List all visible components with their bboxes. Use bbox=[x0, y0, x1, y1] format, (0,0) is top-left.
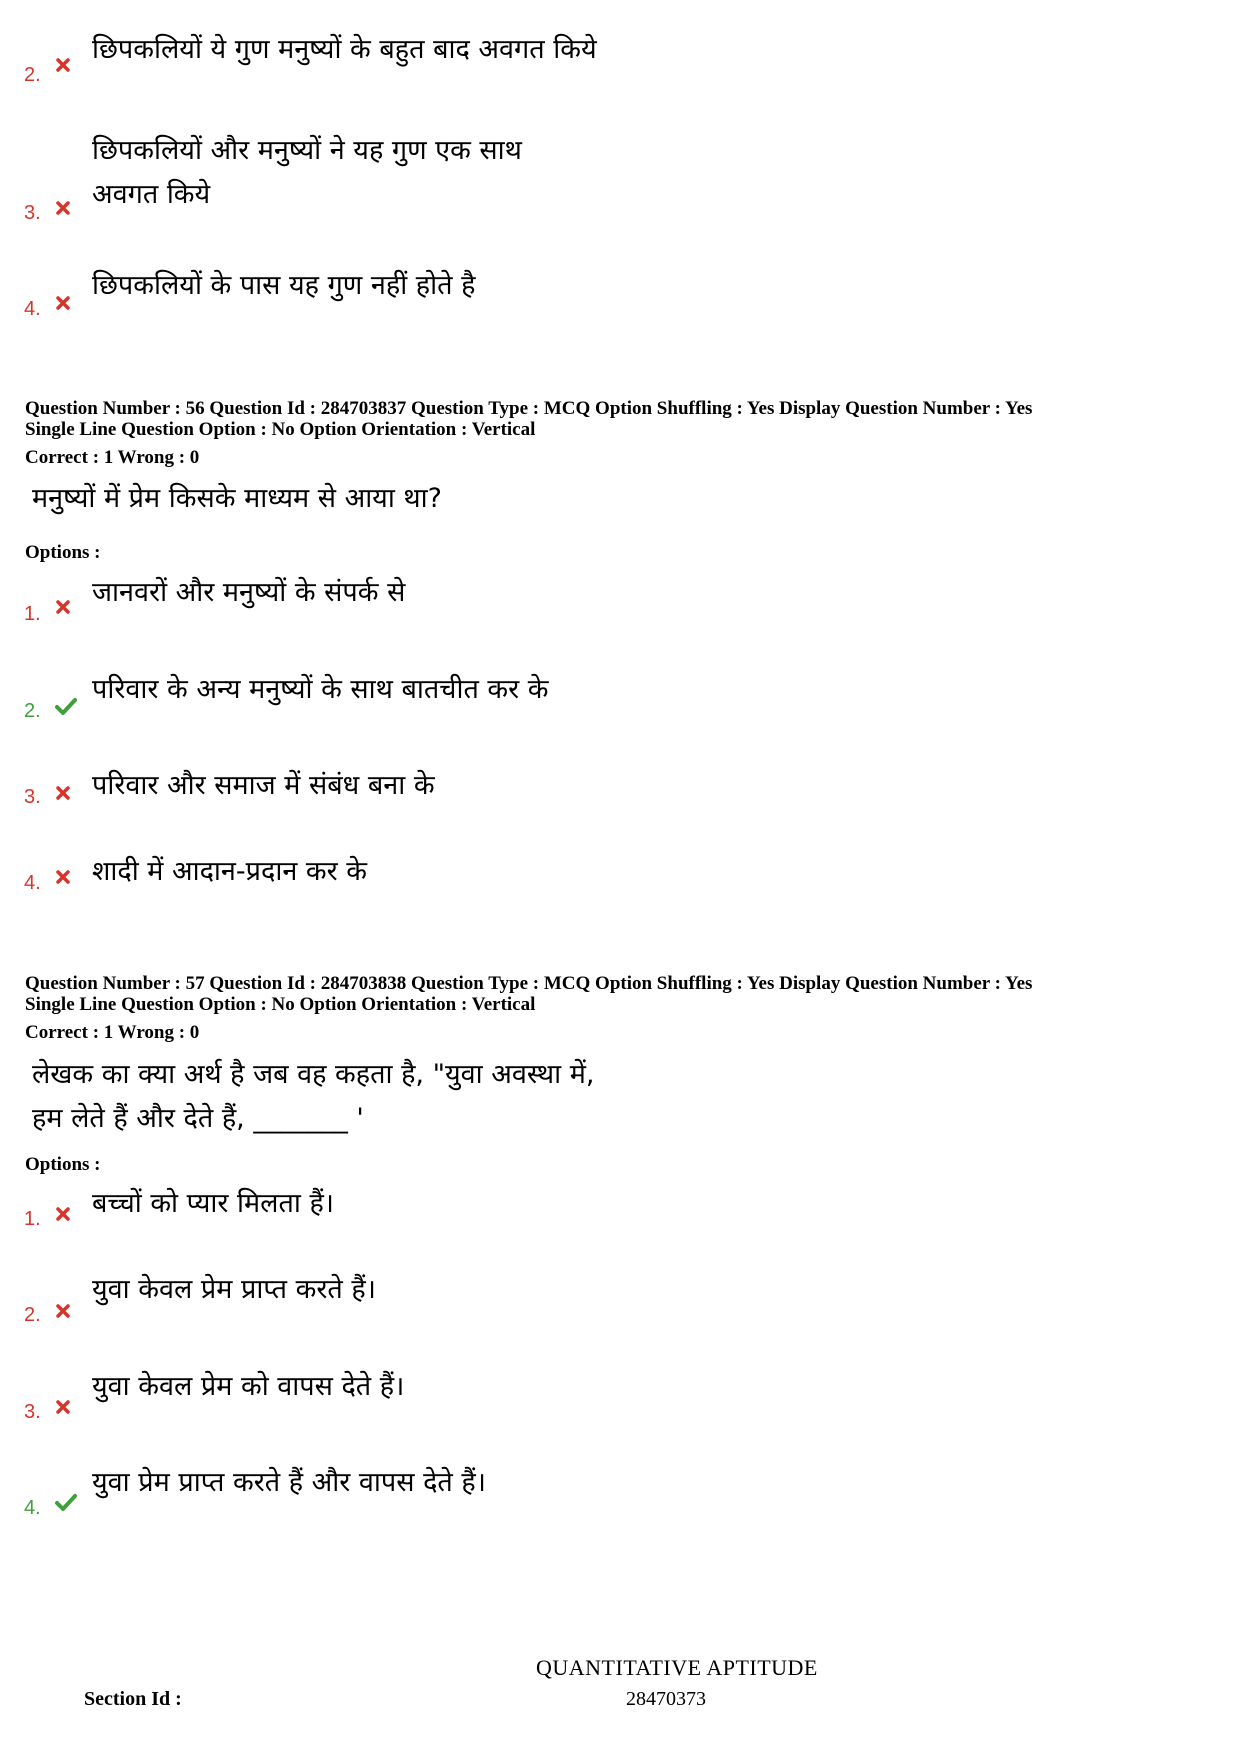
cross-icon bbox=[54, 784, 72, 802]
cross-icon bbox=[54, 1302, 72, 1320]
option-text: बच्चों को प्यार मिलता हैं। bbox=[92, 1188, 335, 1219]
cross-icon bbox=[54, 199, 72, 217]
question-meta-line: Question Number : 57 Question Id : 284703838 Question Type : MCQ Option Shuffling : Yes Display Question Number : Yes bbox=[25, 973, 1033, 994]
section-id-value: 28470373 bbox=[626, 1688, 706, 1710]
option-text: परिवार और समाज में संबंध बना के bbox=[92, 770, 435, 801]
cross-icon bbox=[54, 868, 72, 886]
cross-icon bbox=[54, 1398, 72, 1416]
option-number: 3. bbox=[24, 202, 41, 224]
question-meta-line: Single Line Question Option : No Option Orientation : Vertical bbox=[25, 419, 536, 440]
option-text: परिवार के अन्य मनुष्यों के साथ बातचीत कर के bbox=[92, 674, 549, 705]
cross-icon bbox=[54, 56, 72, 74]
option-number: 2. bbox=[24, 1304, 41, 1326]
cross-icon bbox=[54, 598, 72, 616]
option-number: 2. bbox=[24, 64, 41, 86]
option-number: 1. bbox=[24, 603, 41, 625]
cross-icon bbox=[54, 294, 72, 312]
option-text: युवा केवल प्रेम प्राप्त करते हैं। bbox=[92, 1274, 376, 1305]
check-icon bbox=[54, 1492, 78, 1512]
option-text: युवा प्रेम प्राप्त करते हैं और वापस देते हैं। bbox=[92, 1467, 486, 1498]
cross-icon bbox=[54, 1205, 72, 1223]
section-id-label: Section Id : bbox=[84, 1688, 182, 1710]
option-number: 4. bbox=[24, 1497, 41, 1519]
marks-info: Correct : 1 Wrong : 0 bbox=[25, 447, 200, 468]
option-text: शादी में आदान-प्रदान कर के bbox=[92, 856, 368, 887]
option-number: 4. bbox=[24, 298, 41, 320]
option-number: 1. bbox=[24, 1208, 41, 1230]
option-text: युवा केवल प्रेम को वापस देते हैं। bbox=[92, 1371, 405, 1402]
section-title: QUANTITATIVE APTITUDE bbox=[536, 1655, 818, 1680]
question-text-line: लेखक का क्या अर्थ है जब वह कहता है, "युवा अवस्था में, bbox=[32, 1059, 595, 1090]
option-number: 3. bbox=[24, 786, 41, 808]
option-text: जानवरों और मनुष्यों के संपर्क से bbox=[92, 577, 406, 608]
option-number: 4. bbox=[24, 872, 41, 894]
question-text-line: हम लेते हैं और देते हैं, _______ ' bbox=[32, 1103, 364, 1134]
option-text-line: अवगत किये bbox=[92, 179, 211, 210]
options-label: Options : bbox=[25, 1154, 101, 1175]
question-meta-line: Single Line Question Option : No Option Orientation : Vertical bbox=[25, 994, 536, 1015]
option-number: 2. bbox=[24, 700, 41, 722]
option-text: छिपकलियों के पास यह गुण नहीं होते है bbox=[92, 270, 476, 301]
question-text: मनुष्यों में प्रेम किसके माध्यम से आया था? bbox=[32, 483, 442, 514]
marks-info: Correct : 1 Wrong : 0 bbox=[25, 1022, 200, 1043]
options-label: Options : bbox=[25, 542, 101, 563]
option-text: छिपकलियों ये गुण मनुष्यों के बहुत बाद अवगत किये bbox=[92, 34, 597, 65]
question-meta-line: Question Number : 56 Question Id : 284703837 Question Type : MCQ Option Shuffling : Yes Display Question Number : Yes bbox=[25, 398, 1033, 419]
check-icon bbox=[54, 696, 78, 716]
option-number: 3. bbox=[24, 1401, 41, 1423]
option-text-line: छिपकलियों और मनुष्यों ने यह गुण एक साथ bbox=[92, 135, 522, 166]
